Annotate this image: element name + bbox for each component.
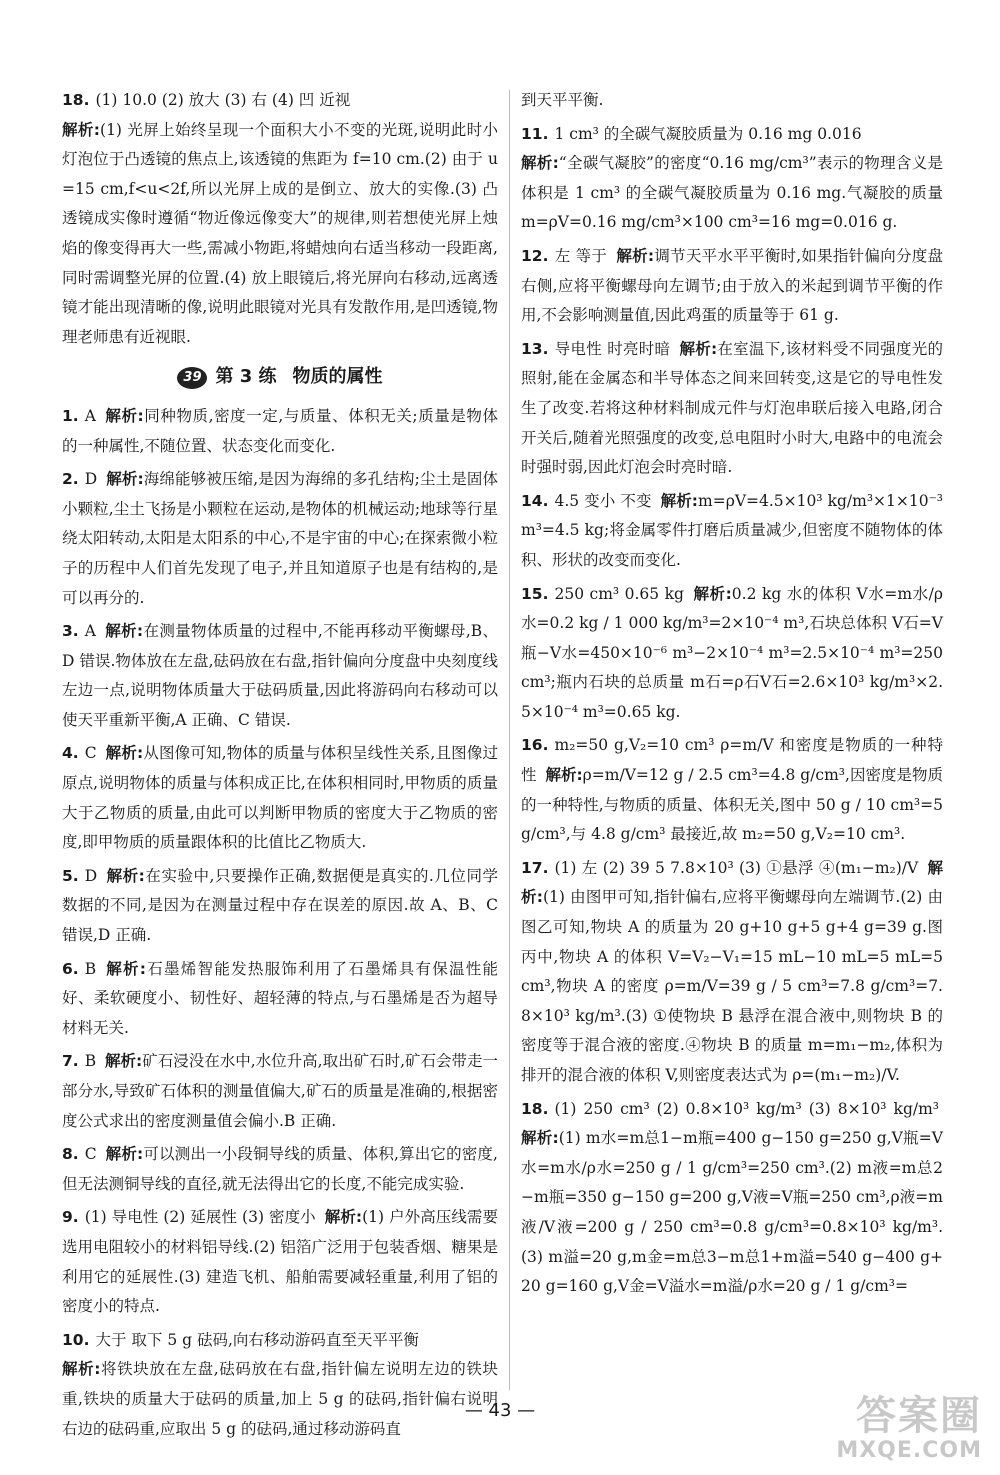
analysis-text: 在实验中,只要操作正确,数据便是真实的.几位同学数据的不同,是因为在测量过程中存在误差的原因.故 A、B、C 错误,D 正确.	[62, 866, 498, 945]
analysis-label: 解析:	[660, 491, 699, 510]
section-heading	[62, 362, 498, 392]
section-number-badge: 39	[177, 367, 207, 389]
analysis-text: 将铁块放在左盘,砝码放在右盘,指针偏左说明左边的铁块重,铁块的质量大于砝码的质量,加上 5 g 的砝码,指针偏右说明右边的砝码重,应取出 5 g 的砝码,通过移动游码直	[62, 1360, 499, 1438]
question-1	[62, 402, 498, 461]
watermark-logo-text: 答案圈	[856, 1393, 982, 1439]
question-number: 6.	[62, 959, 79, 978]
question-number: 14.	[521, 491, 549, 510]
question-8	[62, 1140, 498, 1199]
answer-text: 1 cm³ 的全碳气凝胶质量为 0.16 mg 0.016	[554, 124, 862, 143]
analysis-text: 石墨烯智能发热服饰利用了石墨烯具有保温性能好、柔软硬度小、韧性好、超轻薄的特点,与石墨烯是否为超导材料无关.	[62, 959, 498, 1037]
question-18-left	[62, 86, 498, 352]
question-14	[521, 487, 943, 576]
analysis-label: 解析:	[679, 339, 718, 358]
analysis-text: (1) 光屏上始终呈现一个面积大小不变的光斑,说明此时小灯泡位于凸透镜的焦点上,该透镜的焦距为 f=10 cm.(2) 由于 u=15 cm,f<u<2f,所以光屏上成的是倒立、放大的实像.(3) 凸透镜成实像时遵循“物近像远像变大”的规律,则若想使光屏上烛焰的像变得再大一些,需减小物距,将蜡烛向右适当移动一段距离,同时需调整光屏的位置.(4) 放上眼镜后,将光屏向右移动,远离透镜才能出现清晰的像,说明此眼镜对光具有发散作用,是凹透镜,物理老师患有近视眼.	[62, 120, 499, 346]
question-5	[62, 862, 498, 951]
answer-text: C	[84, 744, 97, 763]
analysis-label: 解析:	[105, 406, 144, 425]
section-title: 物质的属性	[292, 366, 383, 388]
analysis-text: 调节天平水平平衡时,如果指针偏向分度盘右侧,应将平衡螺母向左调节;由于放入的米起到调节平衡的作用,不会影响测量值,因此鸡蛋的质量等于 61 g.	[521, 246, 943, 325]
question-9	[62, 1203, 498, 1321]
question-number: 1.	[62, 406, 79, 425]
answer-text: A	[84, 406, 96, 425]
analysis-label: 解析:	[106, 959, 147, 978]
answer-text: (1) 10.0 (2) 放大 (3) 右 (4) 凹 近视	[95, 91, 351, 109]
watermark-logo	[832, 1394, 982, 1463]
analysis-text: 海绵能够被压缩,是因为海绵的多孔结构;尘土是固体小颗粒,尘土飞扬是小颗粒在运动,是物体的机械运动;地球等行星绕太阳转动,太阳是太阳系的中心,不是宇宙的中心;在探索微小粒子的历程中人们首先发现了电子,并且知道原子也是有结构的,是可以再分的.	[62, 470, 498, 607]
analysis-label: 解析:	[616, 246, 655, 265]
answer-text: 4.5 变小 不变	[554, 491, 652, 510]
analysis-label: 解析:	[105, 1145, 144, 1164]
analysis-label: 解析:	[324, 1208, 363, 1227]
answer-text: 250 cm³ 0.65 kg	[554, 584, 684, 603]
analysis-label: 解析:	[105, 622, 144, 641]
analysis-label: 解析:	[106, 866, 145, 885]
analysis-label: 解析:	[521, 154, 559, 173]
analysis-text: 同种物质,密度一定,与质量、体积无关;质量是物体的一种属性,不随位置、状态变化而变化.	[62, 406, 498, 455]
answer-text: A	[84, 622, 96, 641]
question-number: 18.	[62, 91, 90, 109]
analysis-label: 解析:	[521, 1129, 559, 1148]
analysis-text: “全碳气凝胶”的密度“0.16 mg/cm³”表示的物理含义是体积是 1 cm³ 的全碳气凝胶质量为 0.16 mg.气凝胶的质量 m=ρV=0.16 mg/cm³×100 cm³=16 mg=0.016 g.	[521, 154, 943, 232]
question-6	[62, 955, 498, 1044]
question-number: 11.	[521, 124, 549, 143]
question-number: 16.	[521, 736, 549, 755]
analysis-text: 在室温下,该材料受不同强度光的照射,能在金属态和半导体态之间来回转变,这是它的导电性发生了改变.若将这种材料制成元件与灯泡串联后接入电路,闭合开关后,随着光照强度的改变,总电阻时小时大,电路中的电流会时强时弱,因此灯泡会时亮时暗.	[521, 339, 943, 477]
question-number: 17.	[521, 858, 549, 877]
question-18-right	[521, 1095, 943, 1302]
question-7	[62, 1047, 498, 1136]
question-number: 8.	[62, 1145, 79, 1164]
question-number: 13.	[521, 339, 549, 358]
question-11	[521, 120, 943, 238]
answer-text: 大于 取下 5 g 砝码,向右移动游码直至天平平衡	[95, 1330, 419, 1349]
answer-text: D	[84, 470, 98, 489]
analysis-text: 在测量物体质量的过程中,不能再移动平衡螺母,B、D 错误.物体放在左盘,砝码放在右盘,指针偏向分度盘中央刻度线左边一点,说明物体质量大于砝码质量,因此将游码向右移动可以使天平重新平衡,A 正确、C 错误.	[62, 622, 499, 729]
page-number: — 43 —	[464, 1400, 536, 1421]
continuation-text: 到天平平衡.	[521, 91, 604, 109]
question-17	[521, 854, 943, 1091]
question-number: 12.	[521, 246, 549, 265]
analysis-label: 解析:	[106, 470, 144, 489]
analysis-label: 解析:	[62, 120, 101, 139]
answer-text: 导电性 时亮时暗	[554, 339, 671, 358]
analysis-text: (1) m水=m总1−m瓶=400 g−150 g=250 g,V瓶=V水=m水/ρ水=250 g / 1 g/cm³=250 cm³.(2) m液=m总2−m瓶=350 g−150 g=200 g,V液=V瓶=250 cm³,ρ液=m液/V液=200 g / 250 cm³=0.8 g/cm³=0.8×10³ kg/m³.(3) m溢=20 g,m金=m总3−m总1+m溢=540 g−400 g+20 g=160 g,V金=V溢水=m溢/ρ水=20 g / 1 g/cm³=	[521, 1129, 943, 1296]
analysis-label: 解析:	[521, 858, 943, 907]
right-column	[521, 86, 943, 1306]
question-3	[62, 617, 498, 735]
analysis-label: 解析:	[693, 584, 732, 603]
analysis-text: 可以测出一小段铜导线的质量、体积,算出它的密度,但无法测铜导线的直径,就无法得出它的长度,不能完成实验.	[62, 1145, 498, 1193]
analysis-text: 矿石浸没在水中,水位升高,取出矿石时,矿石会带走一部分水,导致矿石体积的测量值偏大,矿石的质量是准确的,根据密度公式求出的密度测量值会偏小.B 正确.	[62, 1052, 499, 1130]
analysis-text: ρ=m/V=12 g / 2.5 cm³=4.8 g/cm³,因密度是物质的一种特性,与物质的质量、体积无关,图中 50 g / 10 cm³=5 g/cm³,与 4.8 g/cm³ 最接近,故 m₂=50 g,V₂=10 cm³.	[521, 766, 943, 844]
section-lesson: 第 3 练	[215, 366, 277, 388]
question-number: 18.	[521, 1099, 549, 1118]
question-4	[62, 739, 498, 857]
answer-text: C	[84, 1145, 97, 1164]
analysis-text: (1) 户外高压线需要选用电阻较小的材料铝导线.(2) 铝箔广泛用于包装香烟、糖果是利用它的延展性.(3) 建造飞机、船舶需要减轻重量,利用了铝的密度小的特点.	[62, 1208, 499, 1316]
question-number: 3.	[62, 622, 79, 641]
answer-text: m₂=50 g,V₂=10 cm³ ρ=m/V 和密度是物质的一种特性	[521, 736, 943, 785]
analysis-text: 从图像可知,物体的质量与体积呈线性关系,且图像过原点,说明物体的质量与体积成正比,在体积相同时,甲物质的质量大于乙物质的质量,由此可以判断甲物质的密度大于乙物质的密度,即甲物质的质量跟体积的比值比乙物质大.	[62, 744, 498, 852]
answer-text: (1) 250 cm³ (2) 0.8×10³ kg/m³ (3) 8×10³ kg/m³	[554, 1099, 939, 1118]
analysis-text: m=ρV=4.5×10³ kg/m³×1×10⁻³ m³=4.5 kg;将金属零件打磨后质量减少,但密度不随物体的体积、形状的改变而变化.	[521, 491, 943, 569]
question-16	[521, 731, 943, 849]
left-column	[62, 86, 498, 1448]
question-15	[521, 580, 943, 728]
question-number: 5.	[62, 866, 79, 885]
question-number: 2.	[62, 470, 79, 489]
analysis-text: (1) 由图甲可知,指针偏右,应将平衡螺母向左端调节.(2) 由图乙可知,物块 A 的质量为 20 g+10 g+5 g+4 g=39 g.图丙中,物块 A 的体积 V=V₂−V₁=15 mL−10 mL=5 mL=5 cm³,物块 A 的密度 ρ=m/V=39 g / 5 cm³=7.8 g/cm³=7.8×10³ kg/m³.(3) ①使物块 B 悬浮在混合液中,则物块 B 的密度等于混合液的密度.④物块 B 的质量 m=m₁−m₂,体积为排开的混合液的体积 V,则密度表达式为 ρ=(m₁−m₂)/V.	[521, 888, 943, 1084]
answer-text: D	[84, 866, 98, 885]
question-10	[62, 1326, 498, 1444]
analysis-label: 解析:	[545, 766, 583, 785]
answer-text: B	[84, 959, 97, 978]
analysis-label: 解析:	[105, 744, 144, 763]
question-number: 4.	[62, 744, 79, 763]
question-12	[521, 242, 943, 331]
answer-text: (1) 左 (2) 39 5 7.8×10³ (3) ①悬浮 ④(m₁−m₂)/V	[554, 858, 919, 877]
answer-text: B	[84, 1052, 97, 1071]
question-number: 7.	[62, 1052, 79, 1071]
question-number: 15.	[521, 584, 549, 603]
question-2	[62, 465, 498, 613]
question-13	[521, 335, 943, 483]
answer-text: (1) 导电性 (2) 延展性 (3) 密度小	[84, 1208, 316, 1227]
analysis-label: 解析:	[62, 1360, 101, 1379]
answer-text: 左 等于	[554, 246, 608, 265]
analysis-label: 解析:	[105, 1052, 143, 1071]
column-divider	[509, 90, 510, 1390]
question-number: 9.	[62, 1208, 79, 1227]
question-number: 10.	[62, 1330, 90, 1349]
watermark-url: MXQE.COM	[836, 1438, 982, 1463]
analysis-text: 0.2 kg 水的体积 V水=m水/ρ水=0.2 kg / 1 000 kg/m³=2×10⁻⁴ m³,石块总体积 V石=V瓶−V水=450×10⁻⁶ m³−2×10⁻⁴ m³=2.5×10⁻⁴ m³=250 cm³;瓶内石块的总质量 m石=ρ石V石=2.6×10³ kg/m³×2.5×10⁻⁴ m³=0.65 kg.	[521, 584, 943, 721]
